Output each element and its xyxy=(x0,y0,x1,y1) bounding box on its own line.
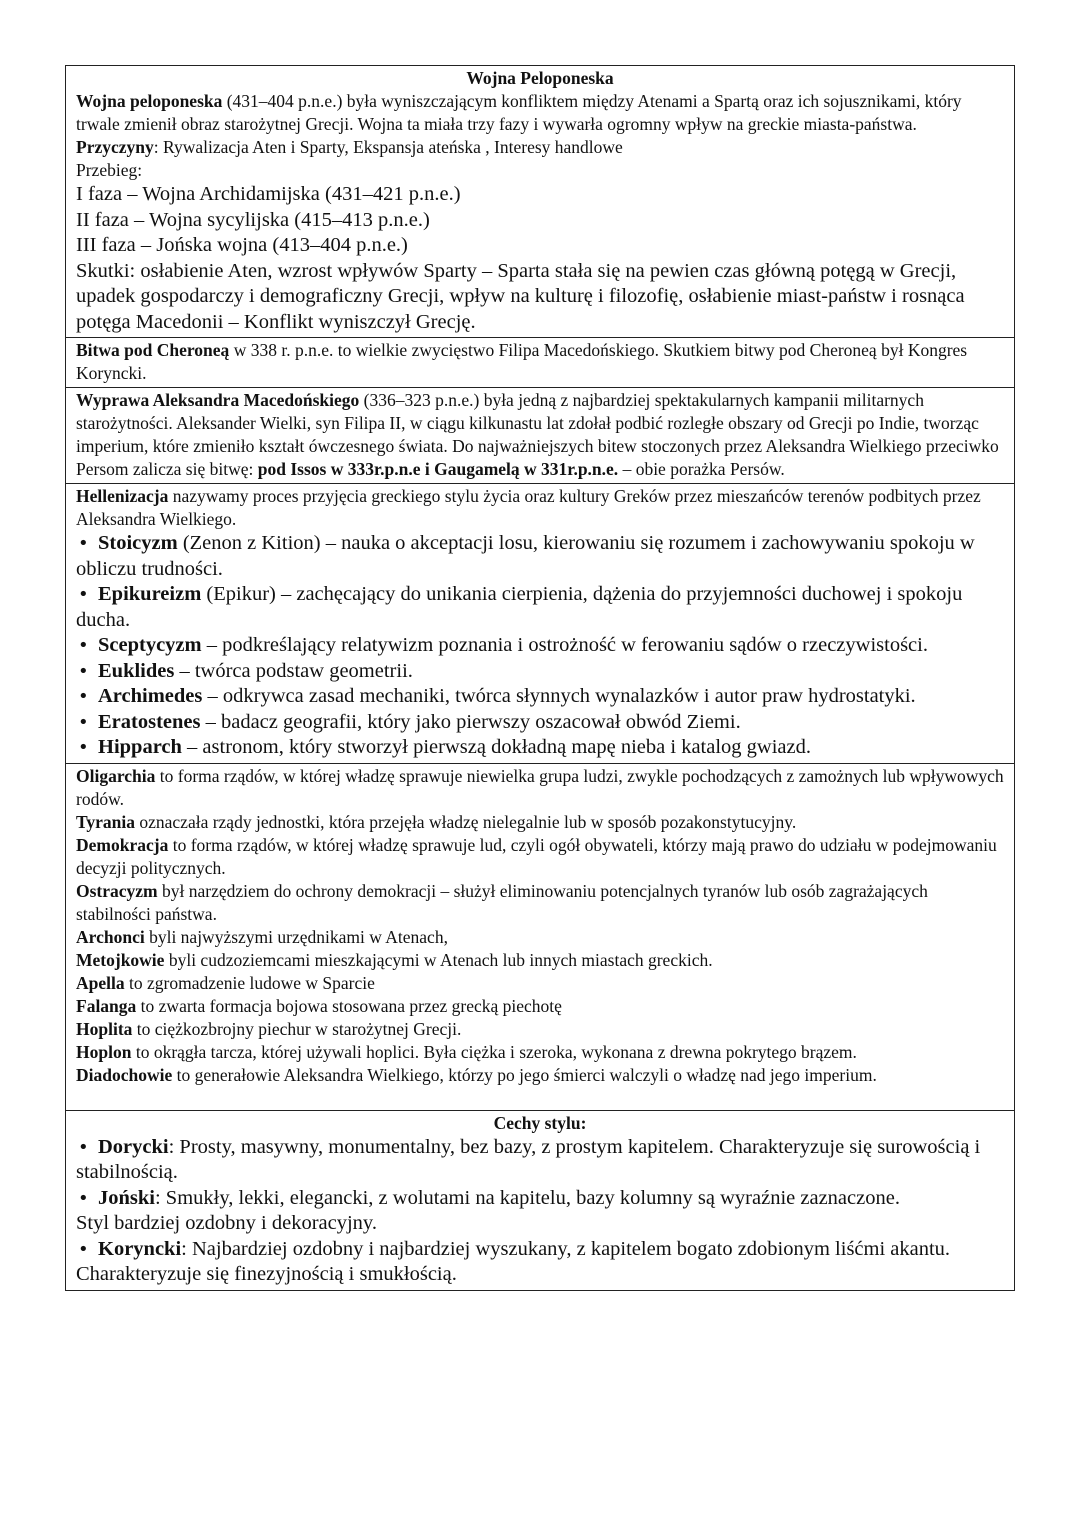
section-title: Wojna Peloponeska xyxy=(466,68,614,88)
term: Apella xyxy=(76,972,125,993)
cheronea-text xyxy=(76,339,1004,385)
alexander-text xyxy=(76,389,1004,481)
definition: – astronom, który stworzył pierwszą dokładną mapę nieba i katalog gwiazd. xyxy=(181,736,811,758)
definition: : Prosty, masywny, monumentalny, bez bazy, z prostym kapitelem. Charakteryzuje się surowością i stabilnością. xyxy=(76,1135,981,1183)
list-item xyxy=(76,1237,1004,1263)
battles: pod Issos w 333r.p.n.e i Gaugamelą w 331r.p.n.e. xyxy=(257,459,619,479)
definition: (336–323 p.n.e.) była jedną z najbardziej spektakularnych kampanii militarnych starożytności. Aleksander Wielki, syn Filipa II, w ciągu kilkunastu lat zdołał podbić rozległe obszary od Grecji po Indie, tworząc imperium, które zmieniło kształt ówczesnego świata. Do najważniejszych bitew stoczonych przez Aleksandra Wielkiego przeciwko Persom zalicza się bitwę: xyxy=(76,390,999,479)
term: Hoplita xyxy=(76,1018,133,1039)
definition: (Zenon z Kition) – nauka o akceptacji losu, kierowaniu się rozumem i zachowywaniu spokoju w obliczu trudności. xyxy=(76,532,975,580)
definition-end: – obie porażka Persów. xyxy=(618,459,785,479)
definition: to generałowie Aleksandra Wielkiego, którzy po jego śmierci walczyli o władzę nad jego imperium. xyxy=(172,1064,877,1085)
term: Archonci xyxy=(76,926,145,947)
term: Koryncki xyxy=(98,1237,182,1260)
definition: oznaczała rządy jednostki, która przejęła władzę nielegalnie lub w sposób pozakonstytucyjny. xyxy=(135,811,797,832)
notes-table xyxy=(65,65,1015,1291)
spacer xyxy=(76,1087,1004,1108)
glossary-entry xyxy=(76,880,1004,926)
term: Dorycki xyxy=(98,1135,169,1158)
term: Metojkowie xyxy=(76,949,165,970)
definition: byli najwyższymi urzędnikami w Atenach, xyxy=(144,926,448,947)
definition: to zwarta formacja bojowa stosowana przez grecką piechotę xyxy=(136,995,562,1016)
term: Falanga xyxy=(76,995,137,1016)
list-item-continuation: Styl bardziej ozdobny i dekoracyjny. xyxy=(76,1212,377,1234)
definition: : Rywalizacja Aten i Sparty, Ekspansja ateńska , Interesy handlowe xyxy=(153,137,623,157)
term: Demokracja xyxy=(76,834,169,855)
definition: : Najbardziej ozdobny i najbardziej wyszukany, z kapitelem bogato zdobionym liśćmi akantu. xyxy=(181,1237,951,1260)
list-item xyxy=(76,735,1004,761)
definition: w 338 r. p.n.e. to wielkie zwycięstwo Filipa Macedońskiego. Skutkiem bitwy pod Cheroneą był Kongres Koryncki. xyxy=(76,340,968,383)
list-item xyxy=(76,582,1004,633)
glossary-entry xyxy=(76,972,1004,995)
definition: to forma rządów, w której władzę sprawuje niewielka grupa ludzi, zwykle pochodzących z zamożnych lub wpływowych rodów. xyxy=(76,765,1004,809)
war-effects: Skutki: osłabienie Aten, wzrost wpływów Sparty – Sparta stała się na pewien czas główną potęgą w Grecji, upadek gospodarczy i demograficzny Grecji, wpływ na kulturę i filozofię, osłabienie miast-państw i rosnąca potęga Macedonii – Konflikt wyniszczył Grecję. xyxy=(76,259,965,333)
war-causes xyxy=(76,136,1004,159)
term: Eratostenes xyxy=(98,710,201,733)
term: Oligarchia xyxy=(76,765,156,786)
term: Ostracyzm xyxy=(76,880,158,901)
list-item xyxy=(76,531,1004,582)
section-peloponnesian-war xyxy=(66,66,1014,338)
definition: (431–404 p.n.e.) była wyniszczającym konfliktem między Atenami a Spartą oraz ich sojusznikami, który trwale zmienił obraz starożytnej Grecji. Wojna ta miała trzy fazy i wywarła ogromny wpływ na greckie miasta-państwa. xyxy=(76,91,962,134)
section-glossary xyxy=(66,764,1014,1111)
term: Epikureizm xyxy=(98,583,202,605)
term: Stoicyzm xyxy=(98,532,178,554)
term: Wojna peloponeska xyxy=(76,91,223,111)
list-item xyxy=(76,1135,1004,1186)
term: Wyprawa Aleksandra Macedońskiego xyxy=(76,390,360,410)
list-item xyxy=(76,684,1004,710)
definition: (Epikur) – zachęcający do unikania cierpienia, dążenia do przyjemności duchowej i spokoju ducha. xyxy=(76,583,963,631)
definition: to ciężkozbrojny piechur w starożytnej Grecji. xyxy=(132,1018,462,1039)
term: Sceptycyzm xyxy=(98,634,202,656)
definition: – podkreślający relatywizm poznania i ostrożność w ferowaniu sądów o rzeczywistości. xyxy=(201,634,928,656)
term: Hoplon xyxy=(76,1041,132,1062)
list-item xyxy=(76,1186,1004,1212)
glossary-entry xyxy=(76,1041,1004,1064)
section-cheronea xyxy=(66,338,1014,388)
definition: nazywamy proces przyjęcia greckiego stylu życia oraz kultury Greków przez mieszańców terenów podbitych przez Aleksandra Wielkiego. xyxy=(76,486,981,529)
term: Hipparch xyxy=(98,736,182,758)
term: Euklides xyxy=(98,659,175,682)
war-phase-2: II faza – Wojna sycylijska (415–413 p.n.e.) xyxy=(76,208,430,231)
glossary-entry xyxy=(76,1018,1004,1041)
list-item-continuation: Charakteryzuje się finezyjnością i smukłością. xyxy=(76,1263,457,1285)
term: Diadochowie xyxy=(76,1064,173,1085)
glossary-entry xyxy=(76,949,1004,972)
section-title: Cechy stylu: xyxy=(493,1112,587,1133)
definition: to okrągła tarcza, której używali hoplici. Była ciężka i szeroka, wykonana z drewna pokrytego brązem. xyxy=(131,1041,857,1062)
term: Hellenizacja xyxy=(76,486,169,506)
term: Archimedes xyxy=(98,685,203,707)
glossary-entry xyxy=(76,1064,1004,1087)
section-hellenization xyxy=(66,484,1014,764)
term: Przyczyny xyxy=(76,137,154,157)
term: Tyrania xyxy=(76,811,135,832)
definition: był narzędziem do ochrony demokracji – służył eliminowaniu potencjalnych tyranów lub osób zagrażających stabilności państwa. xyxy=(76,880,928,924)
definition: : Smukły, lekki, elegancki, z wolutami na kapitelu, bazy kolumny są wyraźnie zaznaczone. xyxy=(154,1186,900,1209)
war-phase-1: I faza – Wojna Archidamijska (431–421 p.n.e.) xyxy=(76,183,461,205)
glossary-entry xyxy=(76,811,1004,834)
definition: – odkrywca zasad mechaniki, twórca słynnych wynalazków i autor praw hydrostatyki. xyxy=(202,685,916,707)
term: Bitwa pod Cheroneą xyxy=(76,340,230,360)
definition: to zgromadzenie ludowe w Sparcie xyxy=(124,972,375,993)
war-intro xyxy=(76,90,1004,136)
definition: byli cudzoziemcami mieszkającymi w Atenach lub innych miastach greckich. xyxy=(164,949,713,970)
glossary-entry xyxy=(76,765,1004,811)
glossary-entry xyxy=(76,834,1004,880)
definition: – badacz geografii, który jako pierwszy oszacował obwód Ziemi. xyxy=(200,710,741,733)
glossary-entry xyxy=(76,995,1004,1018)
war-course-label: Przebieg: xyxy=(76,160,143,180)
definition: to forma rządów, w której władzę sprawuje lud, czyli ogół obywateli, którzy mają prawo do udziału w podejmowaniu decyzji politycznych. xyxy=(76,834,997,878)
list-item xyxy=(76,710,1004,736)
hellenization-text xyxy=(76,485,1004,531)
definition: – twórca podstaw geometrii. xyxy=(174,659,413,682)
term: Joński xyxy=(98,1186,155,1209)
list-item xyxy=(76,633,1004,659)
list-item xyxy=(76,659,1004,685)
war-phase-3: III faza – Jońska wojna (413–404 p.n.e.) xyxy=(76,234,408,256)
section-styles xyxy=(66,1111,1014,1290)
section-alexander xyxy=(66,388,1014,484)
glossary-entry xyxy=(76,926,1004,949)
